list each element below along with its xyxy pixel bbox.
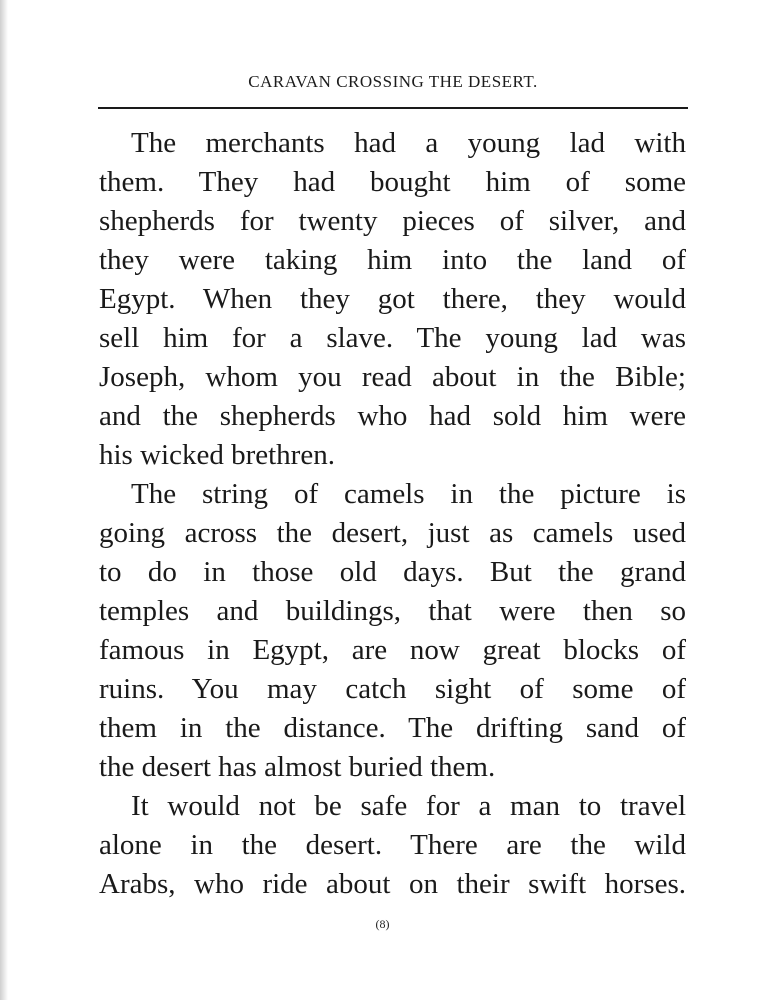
page-number: (8): [375, 917, 390, 931]
body-text: [99, 124, 686, 904]
header-rule: [98, 107, 688, 109]
text-line: shepherds for twenty pieces of silver, and: [99, 205, 686, 237]
text-line: Egypt. When they got there, they would: [99, 283, 686, 315]
text-line: his wicked brethren.: [99, 439, 335, 471]
text-line: temples and buildings, that were then so: [99, 595, 686, 627]
text-line: the desert has almost buried them.: [99, 751, 496, 783]
text-line: alone in the desert. There are the wild: [99, 829, 686, 861]
text-line: ruins. You may catch sight of some of: [99, 673, 686, 705]
text-line: and the shepherds who had sold him were: [99, 400, 686, 432]
text-line: them in the distance. The drifting sand of: [99, 712, 686, 744]
text-line: they were taking him into the land of: [99, 244, 686, 276]
running-head-title: CARAVAN CROSSING THE DESERT.: [248, 72, 538, 91]
text-line: sell him for a slave. The young lad was: [99, 322, 686, 354]
page-edge-shadow: [0, 0, 8, 1000]
text-line: It would not be safe for a man to travel: [131, 790, 686, 822]
text-line: Arabs, who ride about on their swift horses.: [99, 868, 686, 900]
text-line: Joseph, whom you read about in the Bible;: [99, 361, 686, 393]
text-line: The string of camels in the picture is: [131, 478, 686, 510]
text-line: The merchants had a young lad with: [131, 127, 686, 159]
text-line: famous in Egypt, are now great blocks of: [99, 634, 686, 666]
text-line: them. They had bought him of some: [99, 166, 686, 198]
text-line: going across the desert, just as camels used: [99, 517, 686, 549]
text-line: to do in those old days. But the grand: [99, 556, 686, 588]
